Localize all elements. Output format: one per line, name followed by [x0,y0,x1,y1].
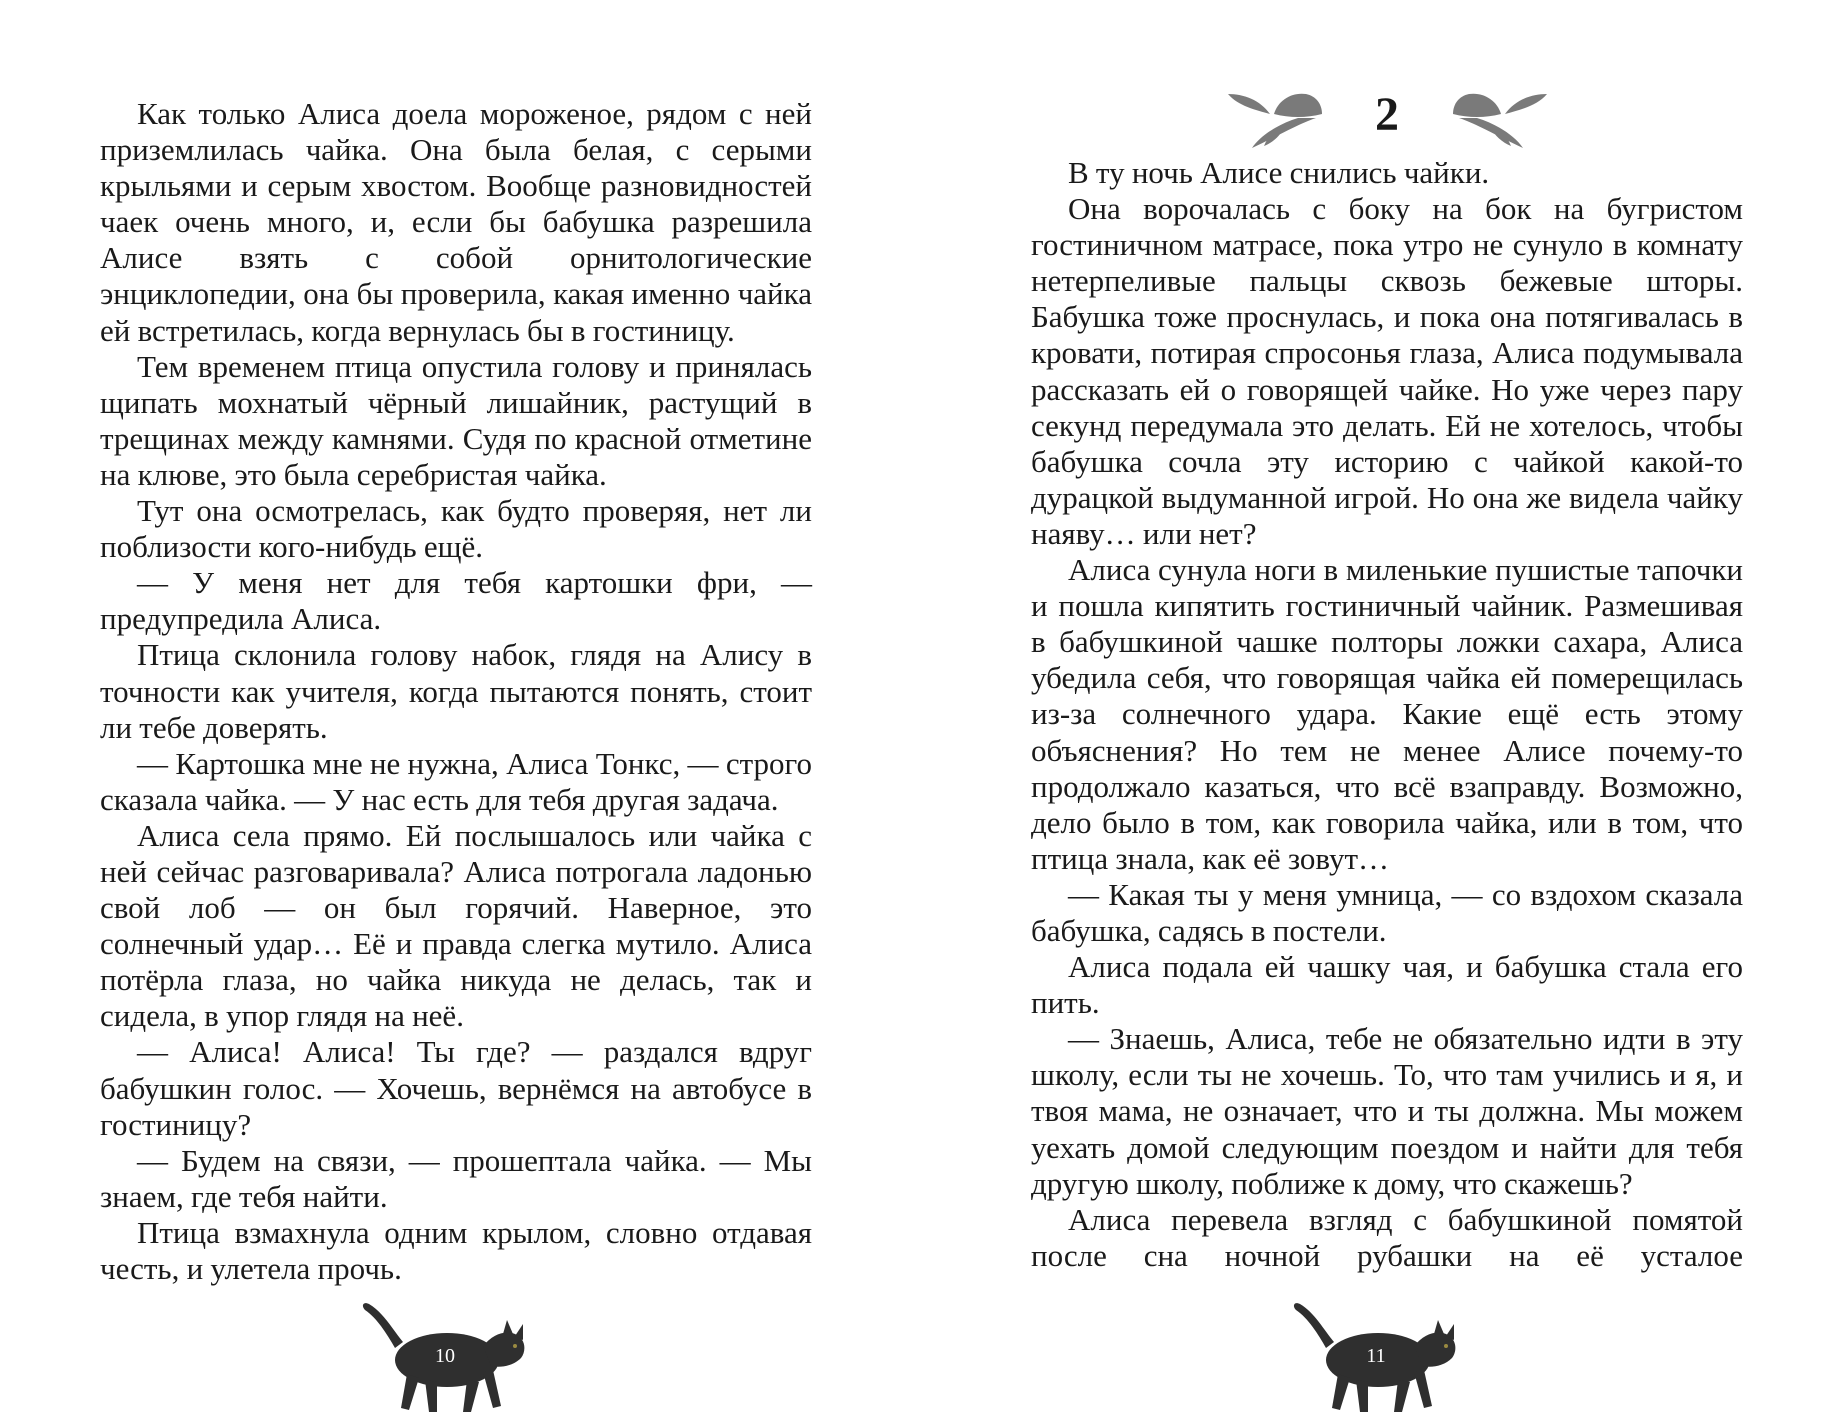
paragraph: — Алиса! Алиса! Ты где? — раздался вдруг бабушкин голос. — Хочешь, вернёмся на автобусе в гостиницу? [100,1034,812,1142]
paragraph: Алиса подала ей чашку чая, и бабушка стала его пить. [1031,949,1743,1021]
page-folio [355,1290,545,1420]
paragraph: — Картошка мне не нужна, Алиса Тонкс, — строго сказала чайка. — У нас есть для тебя другая задача. [100,745,812,817]
right-page-text [1031,155,1743,1274]
paragraph: — Будем на связи, — прошептала чайка. — Мы знаем, где тебя найти. [100,1142,812,1214]
paragraph: Алиса перевела взгляд с бабушкиной помятой после сна ночной рубашки на её усталое [1031,1201,1743,1273]
paragraph: В ту ночь Алисе снились чайки. [1068,155,1490,190]
leaf-sprig-icon [1449,84,1549,150]
page-number: 10 [435,1345,455,1367]
chapter-heading [1031,80,1743,150]
page-folio [1286,1290,1476,1420]
paragraph: Алиса сунула ноги в миленькие пушистые тапочки и пошла кипятить гостиничный чайник. Размешивая в бабушкиной чашке полторы ложки сахара, Алиса убедила себя, что говорящая чайка ей померещилась из-за солнечного удара. Какие ещё есть этому объяснения? Но тем не менее Алисе почему-то продолжало казаться, что всё взаправду. Возможно, дело было в том, как говорила чайка, или в том, что птица знала, как её зовут… [1031,552,1743,876]
paragraph: — Какая ты у меня умница, — со вздохом сказала бабушка, садясь в постели. [1031,876,1743,948]
chapter-number: 2 [1375,88,1399,141]
paragraph: — Знаешь, Алиса, тебе не обязательно идти в эту школу, если ты не хочешь. То, что там учились и я, и твоя мама, не означает, что и ты должна. Мы можем уехать домой следующим поездом и найти для тебя другую школу, поближе к дому, что скажешь? [1031,1021,1743,1201]
right-page [1031,0,1743,1422]
paragraph: Она ворочалась с боку на бок на бугристом гостиничном матрасе, пока утро не сунуло в комнату нетерпеливые пальцы сквозь бежевые шторы. Бабушка тоже проснулась, и пока она потягивалась в кровати, потирая спросонья глаза, Алиса подумывала рассказать ей о говорящей чайке. Но уже через пару секунд передумала это делать. Ей не хотелось, чтобы бабушка сочла эту историю с чайкой какой-то дурацкой выдуманной игрой. Но она же видела чайку наяву… или нет? [1031,191,1743,551]
paragraph: Алиса села прямо. Ей послышалось или чайка с ней сейчас разговаривала? Алиса потрогала ладонью свой лоб — он был горячий. Наверное, это солнечный удар… Её и правда слегка мутило. Алиса потёрла глаза, но чайка никуда не делась, так и сидела, в упор глядя на неё. [100,817,812,1034]
paragraph: Птица склонила голову набок, глядя на Алису в точности как учителя, когда пытаются понять, стоит ли тебе доверять. [100,637,812,745]
paragraph: Как только Алиса доела мороженое, рядом с ней приземлилась чайка. Она была белая, с серыми крыльями и серым хвостом. Вообще разновидностей чаек очень много, и, если бы бабушка разрешила Алисе взять с собой орнитологические энциклопедии, она бы проверила, какая именно чайка ей встретилась, когда вернулась бы в гостиницу. [100,96,812,348]
paragraph: Тут она осмотрелась, как будто проверяя, нет ли поблизости кого-нибудь ещё. [100,493,812,565]
paragraph: Тем временем птица опустила голову и принялась щипать мохнатый чёрный лишайник, растущий в трещинах между камнями. Судя по красной отметине на клюве, это была серебристая чайка. [100,348,812,492]
left-page [100,0,812,1422]
paragraph: — У меня нет для тебя картошки фри, — предупредила Алиса. [100,565,812,637]
left-page-text [100,96,812,1287]
page-number: 11 [1366,1345,1386,1367]
paragraph: Птица взмахнула одним крылом, словно отдавая честь, и улетела прочь. [100,1214,812,1286]
